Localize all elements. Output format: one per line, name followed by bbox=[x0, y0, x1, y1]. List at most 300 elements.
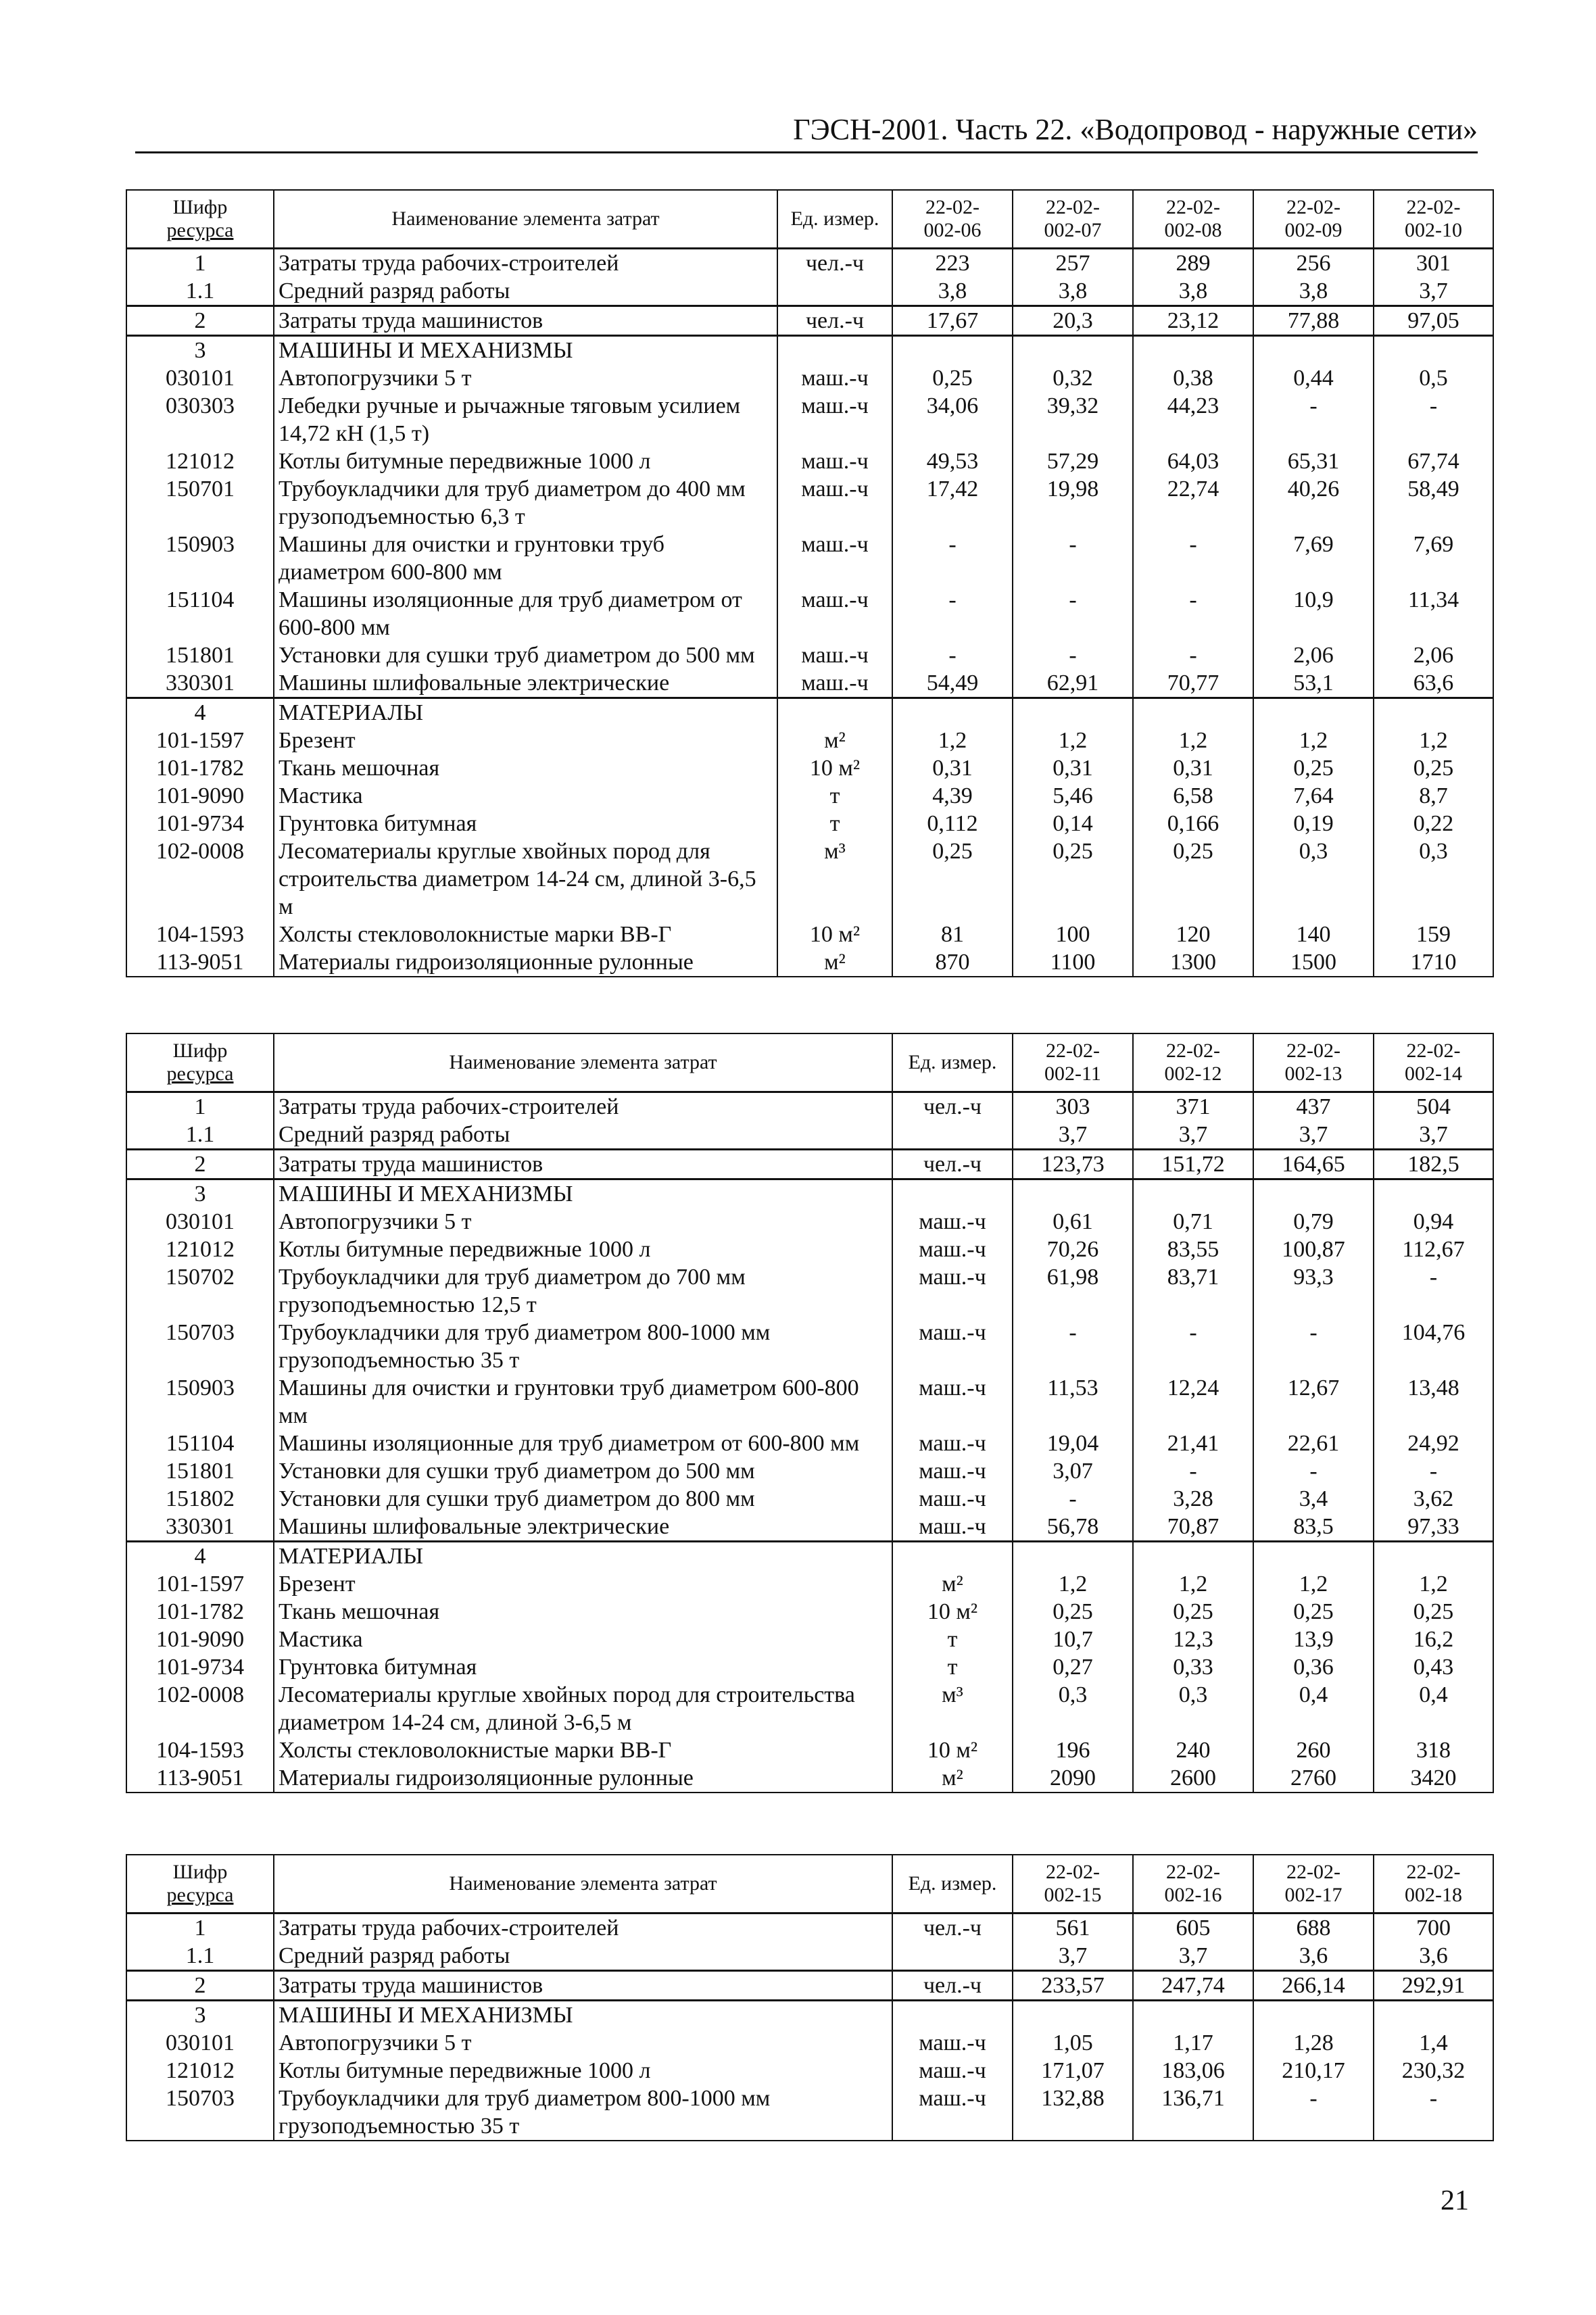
value-cell: 3,62 bbox=[1374, 1485, 1493, 1513]
resource-name: Машины изоляционные для труб диаметром от 600-800 мм bbox=[274, 586, 777, 641]
unit-cell: маш.-ч bbox=[892, 1430, 1013, 1457]
norm-code-part1: 22-02- bbox=[1046, 1040, 1100, 1062]
value-cell: 3,07 bbox=[1013, 1457, 1133, 1485]
value-cell: 83,5 bbox=[1253, 1513, 1374, 1542]
table-row bbox=[126, 754, 1493, 782]
unit-cell: маш.-ч bbox=[892, 1236, 1013, 1263]
resource-name: Машины шлифовальные электрические bbox=[274, 1513, 892, 1542]
resource-code: 1 bbox=[126, 1914, 274, 1943]
norm-code-part1: 22-02- bbox=[1286, 196, 1340, 218]
resource-code: 121012 bbox=[126, 447, 274, 475]
resource-code: 101-9734 bbox=[126, 810, 274, 837]
resource-code: 3 bbox=[126, 1179, 274, 1209]
norm-code-part2: 002-11 bbox=[1044, 1063, 1101, 1085]
resource-name: Машины для очистки и грунтовки труб диаметром 600-800 мм bbox=[274, 531, 777, 586]
resource-code: 3 bbox=[126, 336, 274, 365]
value-cell: 44,23 bbox=[1133, 392, 1253, 447]
table-row bbox=[126, 1942, 1493, 1971]
value-cell bbox=[1253, 336, 1374, 365]
value-cell bbox=[1013, 2001, 1133, 2030]
value-cell: 3,6 bbox=[1253, 1942, 1374, 1971]
norm-code-part1: 22-02- bbox=[1046, 1861, 1100, 1883]
unit-cell: маш.-ч bbox=[777, 531, 892, 586]
resource-name: Автопогрузчики 5 т bbox=[274, 364, 777, 392]
value-cell: 64,03 bbox=[1133, 447, 1253, 475]
resource-name: Лесоматериалы круглые хвойных пород для строительства диаметром 14-24 см, длиной 3-6,5 м bbox=[274, 1681, 892, 1736]
value-cell: - bbox=[1374, 392, 1493, 447]
norm-code-header bbox=[1374, 1855, 1493, 1914]
unit-cell: чел.-ч bbox=[892, 1914, 1013, 1943]
resource-code: 101-1597 bbox=[126, 727, 274, 754]
value-cell: 260 bbox=[1253, 1736, 1374, 1764]
table-row bbox=[126, 1513, 1493, 1542]
value-cell: 700 bbox=[1374, 1914, 1493, 1943]
norm-code-part2: 002-10 bbox=[1405, 219, 1462, 241]
unit-cell: 10 м² bbox=[892, 1736, 1013, 1764]
value-cell: - bbox=[1133, 1319, 1253, 1374]
value-cell bbox=[1253, 2001, 1374, 2030]
unit-cell: м² bbox=[892, 1570, 1013, 1598]
code-header-line2: ресурса bbox=[166, 1884, 234, 1906]
norm-code-header bbox=[892, 190, 1013, 249]
value-cell bbox=[1374, 698, 1493, 727]
table-row bbox=[126, 447, 1493, 475]
value-cell: 1,2 bbox=[892, 727, 1013, 754]
value-cell: 159 bbox=[1374, 921, 1493, 948]
value-cell: 688 bbox=[1253, 1914, 1374, 1943]
value-cell: 49,53 bbox=[892, 447, 1013, 475]
value-cell: 0,94 bbox=[1374, 1208, 1493, 1236]
resource-code: 3 bbox=[126, 2001, 274, 2030]
norm-code-part1: 22-02- bbox=[1286, 1040, 1340, 1062]
resource-name: МАТЕРИАЛЫ bbox=[274, 698, 777, 727]
norm-code-part1: 22-02- bbox=[925, 196, 980, 218]
value-cell: 0,25 bbox=[1133, 1598, 1253, 1626]
unit-cell bbox=[892, 1542, 1013, 1571]
resource-name: МАШИНЫ И МЕХАНИЗМЫ bbox=[274, 1179, 892, 1209]
code-header-line2: ресурса bbox=[166, 219, 234, 241]
value-cell: 22,61 bbox=[1253, 1430, 1374, 1457]
value-cell: 0,25 bbox=[892, 837, 1013, 921]
norm-code-header bbox=[1253, 190, 1374, 249]
norm-code-part2: 002-15 bbox=[1044, 1884, 1102, 1906]
unit-cell: 10 м² bbox=[777, 754, 892, 782]
table-row bbox=[126, 782, 1493, 810]
value-cell: 233,57 bbox=[1013, 1971, 1133, 2001]
table-row bbox=[126, 1319, 1493, 1374]
value-cell: 22,74 bbox=[1133, 475, 1253, 531]
unit-cell: маш.-ч bbox=[892, 1457, 1013, 1485]
norm-code-header bbox=[1253, 1855, 1374, 1914]
resource-name: Трубоукладчики для труб диаметром 800-1000 мм грузоподъемностью 35 т bbox=[274, 2085, 892, 2141]
value-cell: - bbox=[1374, 1457, 1493, 1485]
value-cell: - bbox=[1133, 531, 1253, 586]
value-cell: 20,3 bbox=[1013, 306, 1133, 336]
unit-column-header: Ед. измер. bbox=[892, 1033, 1013, 1092]
table-row bbox=[126, 1263, 1493, 1319]
unit-cell: 10 м² bbox=[892, 1598, 1013, 1626]
value-cell bbox=[892, 336, 1013, 365]
value-cell: 210,17 bbox=[1253, 2057, 1374, 2085]
table-row bbox=[126, 1626, 1493, 1653]
table-row bbox=[126, 249, 1493, 278]
value-cell: 0,5 bbox=[1374, 364, 1493, 392]
value-cell: 11,34 bbox=[1374, 586, 1493, 641]
resource-code: 101-1782 bbox=[126, 754, 274, 782]
value-cell: 0,25 bbox=[1013, 1598, 1133, 1626]
norm-code-part2: 002-13 bbox=[1284, 1063, 1343, 1085]
value-cell: 0,25 bbox=[1374, 754, 1493, 782]
value-cell: 164,65 bbox=[1253, 1150, 1374, 1179]
value-cell: - bbox=[1013, 1485, 1133, 1513]
resource-code: 121012 bbox=[126, 2057, 274, 2085]
table-row bbox=[126, 1542, 1493, 1571]
value-cell: 2760 bbox=[1253, 1764, 1374, 1793]
resource-code: 030101 bbox=[126, 2029, 274, 2057]
resource-code: 151104 bbox=[126, 1430, 274, 1457]
value-cell: - bbox=[892, 586, 1013, 641]
norm-code-part2: 002-18 bbox=[1405, 1884, 1462, 1906]
resource-name: Затраты труда рабочих-строителей bbox=[274, 249, 777, 278]
value-cell: 1,17 bbox=[1133, 2029, 1253, 2057]
value-cell: 1,2 bbox=[1013, 727, 1133, 754]
value-cell bbox=[1374, 336, 1493, 365]
resource-table-3 bbox=[126, 1854, 1494, 2141]
value-cell bbox=[1374, 2001, 1493, 2030]
resource-name: Машины для очистки и грунтовки труб диаметром 600-800 мм bbox=[274, 1374, 892, 1430]
resource-code: 104-1593 bbox=[126, 1736, 274, 1764]
resource-code: 102-0008 bbox=[126, 837, 274, 921]
resource-table-2 bbox=[126, 1033, 1494, 1793]
value-cell: 54,49 bbox=[892, 669, 1013, 698]
value-cell: 83,55 bbox=[1133, 1236, 1253, 1263]
resource-code: 150903 bbox=[126, 531, 274, 586]
resource-name: Затраты труда рабочих-строителей bbox=[274, 1092, 892, 1121]
value-cell bbox=[1013, 336, 1133, 365]
code-column-header bbox=[126, 190, 274, 249]
value-cell: 230,32 bbox=[1374, 2057, 1493, 2085]
value-cell: - bbox=[1374, 2085, 1493, 2141]
resource-name: Установки для сушки труб диаметром до 500 мм bbox=[274, 641, 777, 669]
unit-cell: м³ bbox=[777, 837, 892, 921]
value-cell: 151,72 bbox=[1133, 1150, 1253, 1179]
value-cell bbox=[1374, 1542, 1493, 1571]
code-header-line1: Шифр bbox=[172, 1861, 228, 1883]
value-cell: 123,73 bbox=[1013, 1150, 1133, 1179]
norm-code-header bbox=[1013, 190, 1133, 249]
value-cell: 17,42 bbox=[892, 475, 1013, 531]
value-cell: 1,2 bbox=[1253, 1570, 1374, 1598]
resource-name: Автопогрузчики 5 т bbox=[274, 2029, 892, 2057]
value-cell bbox=[1013, 1542, 1133, 1571]
value-cell: 132,88 bbox=[1013, 2085, 1133, 2141]
resource-name: Ткань мешочная bbox=[274, 754, 777, 782]
resource-name: Материалы гидроизоляционные рулонные bbox=[274, 948, 777, 977]
unit-cell: т bbox=[777, 810, 892, 837]
norm-code-header bbox=[1133, 1855, 1253, 1914]
resource-code: 151801 bbox=[126, 1457, 274, 1485]
value-cell: 56,78 bbox=[1013, 1513, 1133, 1542]
table-row bbox=[126, 336, 1493, 365]
resource-name: Затраты труда рабочих-строителей bbox=[274, 1914, 892, 1943]
norm-code-part1: 22-02- bbox=[1166, 1861, 1220, 1883]
value-cell: 0,25 bbox=[1253, 1598, 1374, 1626]
norm-code-part1: 22-02- bbox=[1406, 196, 1461, 218]
value-cell: 0,3 bbox=[1253, 837, 1374, 921]
table-row bbox=[126, 921, 1493, 948]
value-cell: 1500 bbox=[1253, 948, 1374, 977]
table-row bbox=[126, 1971, 1493, 2001]
resource-name: МАШИНЫ И МЕХАНИЗМЫ bbox=[274, 2001, 892, 2030]
value-cell: - bbox=[1133, 586, 1253, 641]
resource-code: 1.1 bbox=[126, 1942, 274, 1971]
code-column-header bbox=[126, 1855, 274, 1914]
unit-cell: маш.-ч bbox=[892, 2029, 1013, 2057]
value-cell: 0,19 bbox=[1253, 810, 1374, 837]
value-cell: 196 bbox=[1013, 1736, 1133, 1764]
value-cell: 65,31 bbox=[1253, 447, 1374, 475]
norm-code-header bbox=[1133, 190, 1253, 249]
unit-cell: м² bbox=[892, 1764, 1013, 1793]
norm-code-header bbox=[1133, 1033, 1253, 1092]
value-cell: 3,7 bbox=[1374, 1121, 1493, 1150]
table-row bbox=[126, 1121, 1493, 1150]
value-cell: 437 bbox=[1253, 1092, 1374, 1121]
resource-code: 113-9051 bbox=[126, 948, 274, 977]
value-cell: - bbox=[1013, 586, 1133, 641]
value-cell: 257 bbox=[1013, 249, 1133, 278]
resource-code: 2 bbox=[126, 1971, 274, 2001]
unit-cell: маш.-ч bbox=[892, 1208, 1013, 1236]
resource-code: 4 bbox=[126, 1542, 274, 1571]
value-cell: - bbox=[1013, 641, 1133, 669]
value-cell: - bbox=[892, 531, 1013, 586]
value-cell: 61,98 bbox=[1013, 1263, 1133, 1319]
value-cell: 140 bbox=[1253, 921, 1374, 948]
value-cell: 3,7 bbox=[1133, 1942, 1253, 1971]
table-row bbox=[126, 1208, 1493, 1236]
value-cell: - bbox=[1133, 1457, 1253, 1485]
value-cell: 39,32 bbox=[1013, 392, 1133, 447]
value-cell: 62,91 bbox=[1013, 669, 1133, 698]
resource-name: Лесоматериалы круглые хвойных пород для строительства диаметром 14-24 см, длиной 3-6,5 м bbox=[274, 837, 777, 921]
table-row bbox=[126, 641, 1493, 669]
value-cell: - bbox=[1133, 641, 1253, 669]
value-cell: 3420 bbox=[1374, 1764, 1493, 1793]
unit-cell: маш.-ч bbox=[892, 2057, 1013, 2085]
value-cell: 53,1 bbox=[1253, 669, 1374, 698]
table-header-row bbox=[126, 190, 1493, 249]
value-cell bbox=[1133, 336, 1253, 365]
value-cell: 19,98 bbox=[1013, 475, 1133, 531]
value-cell: 3,8 bbox=[1013, 277, 1133, 306]
value-cell: 120 bbox=[1133, 921, 1253, 948]
norm-code-part1: 22-02- bbox=[1166, 196, 1220, 218]
value-cell: 0,112 bbox=[892, 810, 1013, 837]
value-cell: 70,87 bbox=[1133, 1513, 1253, 1542]
value-cell: 7,64 bbox=[1253, 782, 1374, 810]
norm-code-part1: 22-02- bbox=[1286, 1861, 1340, 1883]
norm-code-header bbox=[1013, 1855, 1133, 1914]
resource-name: Затраты труда машинистов bbox=[274, 306, 777, 336]
value-cell: 3,7 bbox=[1253, 1121, 1374, 1150]
value-cell bbox=[1374, 1179, 1493, 1209]
value-cell: 0,32 bbox=[1013, 364, 1133, 392]
table-row bbox=[126, 392, 1493, 447]
value-cell: 70,26 bbox=[1013, 1236, 1133, 1263]
table-row bbox=[126, 2029, 1493, 2057]
value-cell: - bbox=[1013, 531, 1133, 586]
resource-name: Брезент bbox=[274, 727, 777, 754]
value-cell: 1100 bbox=[1013, 948, 1133, 977]
value-cell: 0,4 bbox=[1374, 1681, 1493, 1736]
value-cell: 870 bbox=[892, 948, 1013, 977]
value-cell: 7,69 bbox=[1374, 531, 1493, 586]
unit-cell bbox=[777, 277, 892, 306]
table-row bbox=[126, 2085, 1493, 2141]
table-row bbox=[126, 586, 1493, 641]
value-cell: 1,05 bbox=[1013, 2029, 1133, 2057]
value-cell: 2600 bbox=[1133, 1764, 1253, 1793]
table-row bbox=[126, 1485, 1493, 1513]
table-row bbox=[126, 669, 1493, 698]
value-cell: 3,8 bbox=[892, 277, 1013, 306]
resource-name: Мастика bbox=[274, 1626, 892, 1653]
table-row bbox=[126, 1457, 1493, 1485]
value-cell: 0,31 bbox=[1133, 754, 1253, 782]
norm-code-header bbox=[1374, 190, 1493, 249]
resource-code: 2 bbox=[126, 306, 274, 336]
name-column-header: Наименование элемента затрат bbox=[274, 1033, 892, 1092]
resource-table-1 bbox=[126, 189, 1494, 977]
value-cell: 0,3 bbox=[1013, 1681, 1133, 1736]
value-cell: 1,4 bbox=[1374, 2029, 1493, 2057]
value-cell: - bbox=[1253, 2085, 1374, 2141]
value-cell: 223 bbox=[892, 249, 1013, 278]
norm-code-header bbox=[1013, 1033, 1133, 1092]
norm-code-part1: 22-02- bbox=[1406, 1040, 1461, 1062]
resource-name: Котлы битумные передвижные 1000 л bbox=[274, 447, 777, 475]
resource-name: Автопогрузчики 5 т bbox=[274, 1208, 892, 1236]
value-cell: 289 bbox=[1133, 249, 1253, 278]
unit-cell: чел.-ч bbox=[892, 1971, 1013, 2001]
table-row bbox=[126, 1374, 1493, 1430]
resource-code: 151104 bbox=[126, 586, 274, 641]
value-cell: 23,12 bbox=[1133, 306, 1253, 336]
value-cell: 0,31 bbox=[1013, 754, 1133, 782]
value-cell: 303 bbox=[1013, 1092, 1133, 1121]
table-row bbox=[126, 1570, 1493, 1598]
value-cell: 0,31 bbox=[892, 754, 1013, 782]
unit-column-header: Ед. измер. bbox=[892, 1855, 1013, 1914]
unit-cell: маш.-ч bbox=[892, 1263, 1013, 1319]
table-row bbox=[126, 306, 1493, 336]
table-row bbox=[126, 810, 1493, 837]
resource-name: Грунтовка битумная bbox=[274, 1653, 892, 1681]
resource-code: 113-9051 bbox=[126, 1764, 274, 1793]
value-cell: 3,7 bbox=[1013, 1942, 1133, 1971]
value-cell: 0,4 bbox=[1253, 1681, 1374, 1736]
resource-name: Ткань мешочная bbox=[274, 1598, 892, 1626]
name-column-header: Наименование элемента затрат bbox=[274, 190, 777, 249]
value-cell: 183,06 bbox=[1133, 2057, 1253, 2085]
value-cell: 12,67 bbox=[1253, 1374, 1374, 1430]
resource-name: Средний разряд работы bbox=[274, 277, 777, 306]
value-cell: 0,166 bbox=[1133, 810, 1253, 837]
value-cell: 0,71 bbox=[1133, 1208, 1253, 1236]
value-cell: 112,67 bbox=[1374, 1236, 1493, 1263]
table-row bbox=[126, 1092, 1493, 1121]
table-row bbox=[126, 364, 1493, 392]
value-cell: 24,92 bbox=[1374, 1430, 1493, 1457]
value-cell: 3,7 bbox=[1133, 1121, 1253, 1150]
unit-cell: м³ bbox=[892, 1681, 1013, 1736]
resource-code: 4 bbox=[126, 698, 274, 727]
value-cell: 19,04 bbox=[1013, 1430, 1133, 1457]
unit-cell bbox=[777, 698, 892, 727]
resource-name: Установки для сушки труб диаметром до 500 мм bbox=[274, 1457, 892, 1485]
value-cell: 0,25 bbox=[1133, 837, 1253, 921]
value-cell: 83,71 bbox=[1133, 1263, 1253, 1319]
value-cell: 11,53 bbox=[1013, 1374, 1133, 1430]
resource-code: 150703 bbox=[126, 2085, 274, 2141]
resource-code: 150701 bbox=[126, 475, 274, 531]
table-row bbox=[126, 1150, 1493, 1179]
unit-cell bbox=[777, 336, 892, 365]
resource-name: Лебедки ручные и рычажные тяговым усилием 14,72 кН (1,5 т) bbox=[274, 392, 777, 447]
unit-cell: м² bbox=[777, 948, 892, 977]
value-cell: 12,3 bbox=[1133, 1626, 1253, 1653]
table-row bbox=[126, 1764, 1493, 1793]
code-header-line1: Шифр bbox=[172, 1040, 228, 1062]
value-cell: 77,88 bbox=[1253, 306, 1374, 336]
unit-cell: маш.-ч bbox=[777, 475, 892, 531]
resource-name: Средний разряд работы bbox=[274, 1942, 892, 1971]
value-cell: 3,7 bbox=[1013, 1121, 1133, 1150]
value-cell bbox=[1253, 698, 1374, 727]
resource-name: МАШИНЫ И МЕХАНИЗМЫ bbox=[274, 336, 777, 365]
unit-cell: м² bbox=[777, 727, 892, 754]
table-row bbox=[126, 1681, 1493, 1736]
value-cell bbox=[1133, 698, 1253, 727]
resource-name: Грунтовка битумная bbox=[274, 810, 777, 837]
value-cell: 256 bbox=[1253, 249, 1374, 278]
table-header-row bbox=[126, 1033, 1493, 1092]
resource-name: Материалы гидроизоляционные рулонные bbox=[274, 1764, 892, 1793]
value-cell bbox=[1253, 1542, 1374, 1571]
value-cell bbox=[1133, 2001, 1253, 2030]
unit-cell: т bbox=[892, 1653, 1013, 1681]
table-row bbox=[126, 531, 1493, 586]
unit-cell bbox=[892, 1121, 1013, 1150]
table-row bbox=[126, 1179, 1493, 1209]
unit-cell: маш.-ч bbox=[777, 364, 892, 392]
value-cell: 318 bbox=[1374, 1736, 1493, 1764]
value-cell: 3,7 bbox=[1374, 277, 1493, 306]
norm-code-part2: 002-08 bbox=[1164, 219, 1222, 241]
resource-code: 2 bbox=[126, 1150, 274, 1179]
resource-name: МАТЕРИАЛЫ bbox=[274, 1542, 892, 1571]
value-cell: 6,58 bbox=[1133, 782, 1253, 810]
unit-cell bbox=[892, 2001, 1013, 2030]
value-cell bbox=[1013, 698, 1133, 727]
value-cell bbox=[1253, 1179, 1374, 1209]
value-cell: 1,28 bbox=[1253, 2029, 1374, 2057]
resource-code: 150703 bbox=[126, 1319, 274, 1374]
value-cell: 70,77 bbox=[1133, 669, 1253, 698]
norm-code-part1: 22-02- bbox=[1406, 1861, 1461, 1883]
norm-code-part2: 002-14 bbox=[1405, 1063, 1462, 1085]
